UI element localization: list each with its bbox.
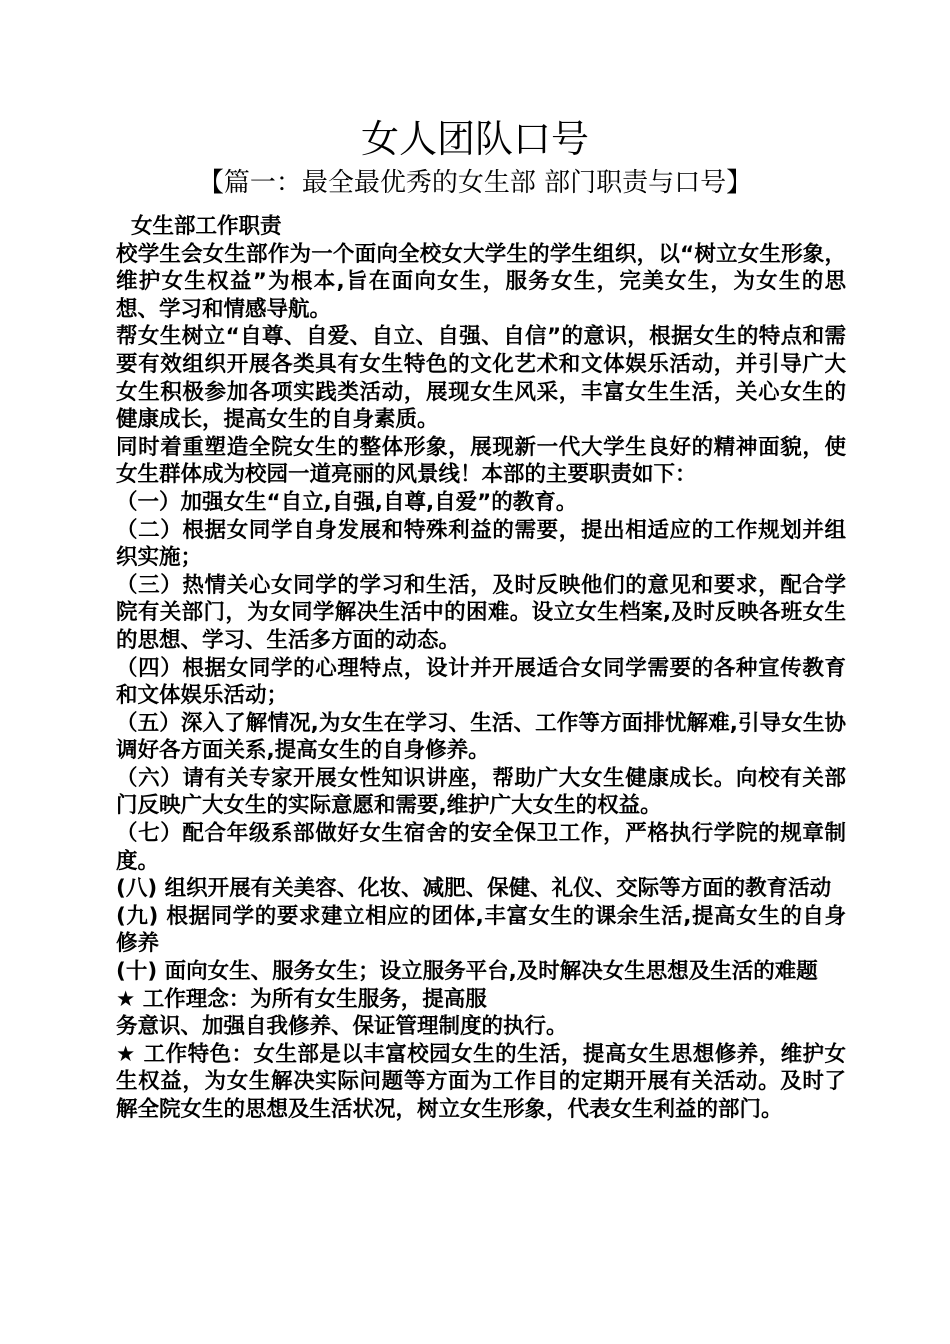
duty-item-4: （四）根据女同学的心理特点，设计并开展适合女同学需要的各种宣传教育和文体娱乐活动； (116, 655, 846, 709)
paragraph-image: 同时着重塑造全院女生的整体形象，展现新一代大学生良好的精神面貌，使女生群体成为校园一道亮丽的风景线！本部的主要职责如下： (116, 434, 846, 488)
duty-item-10: (十) 面向女生、服务女生；设立服务平台,及时解决女生思想及生活的难题 (116, 959, 818, 985)
document-body (116, 213, 846, 1124)
duty-item-1: （一）加强女生“自立,自强,自尊,自爱”的教育。 (116, 489, 578, 515)
duty-item-3: （三）热情关心女同学的学习和生活，及时反映他们的意见和要求，配合学院有关部门，为女同学解决生活中的困难。设立女生档案,及时反映各班女生的思想、学习、生活多方面的动态。 (116, 572, 846, 653)
work-features: ★ 工作特色：女生部是以丰富校园女生的生活，提高女生思想修养，维护女生权益，为女生解决实际问题等方面为工作目的定期开展有关活动。及时了解全院女生的思想及生活状况，树立女生形象，代表女生利益的部门。 (116, 1041, 846, 1122)
duty-item-5: （五）深入了解情况,为女生在学习、生活、工作等方面排忧解难,引导女生协调好各方面关系,提高女生的自身修养。 (116, 710, 846, 764)
duty-item-7: （七）配合年级系部做好女生宿舍的安全保卫工作，严格执行学院的规章制度。 (116, 821, 846, 874)
paragraph-intro: 校学生会女生部作为一个面向全校女大学生的学生组织，以“树立女生形象，维护女生权益”为根本,旨在面向女生，服务女生，完美女生，为女生的思想、学习和情感导航。 (116, 241, 846, 322)
duty-item-8: (八) 组织开展有关美容、化妆、减肥、保健、礼仪、交际等方面的教育活动 (116, 876, 832, 902)
document-subtitle: 【篇一：最全最优秀的女生部 部门职责与口号】 (197, 168, 753, 198)
document-title: 女人团队口号 (360, 117, 589, 161)
work-philosophy-continued: 务意识、加强自我修养、保证管理制度的执行。 (116, 1014, 568, 1040)
duty-item-6: （六）请有关专家开展女性知识讲座，帮助广大女生健康成长。向校有关部门反映广大女生的实际意愿和需要,维护广大女生的权益。 (116, 765, 846, 819)
work-philosophy: ★ 工作理念：为所有女生服务，提高服 (116, 986, 487, 1012)
paragraph-mission: 帮女生树立“自尊、自爱、自立、自强、自信”的意识，根据女生的特点和需要有效组织开展各类具有女生特色的文化艺术和文体娱乐活动，并引导广大女生积极参加各项实践类活动，展现女生风采，丰富女生生活，关心女生的健康成长，提高女生的自身素质。 (116, 324, 846, 433)
section-heading: 女生部工作职责 (116, 214, 282, 239)
duty-item-2: （二）根据女同学自身发展和特殊利益的需要，提出相适应的工作规划并组织实施； (116, 517, 846, 571)
duty-item-9: (九) 根据同学的要求建立相应的团体,丰富女生的课余生活,提高女生的自身修养 (116, 903, 846, 957)
